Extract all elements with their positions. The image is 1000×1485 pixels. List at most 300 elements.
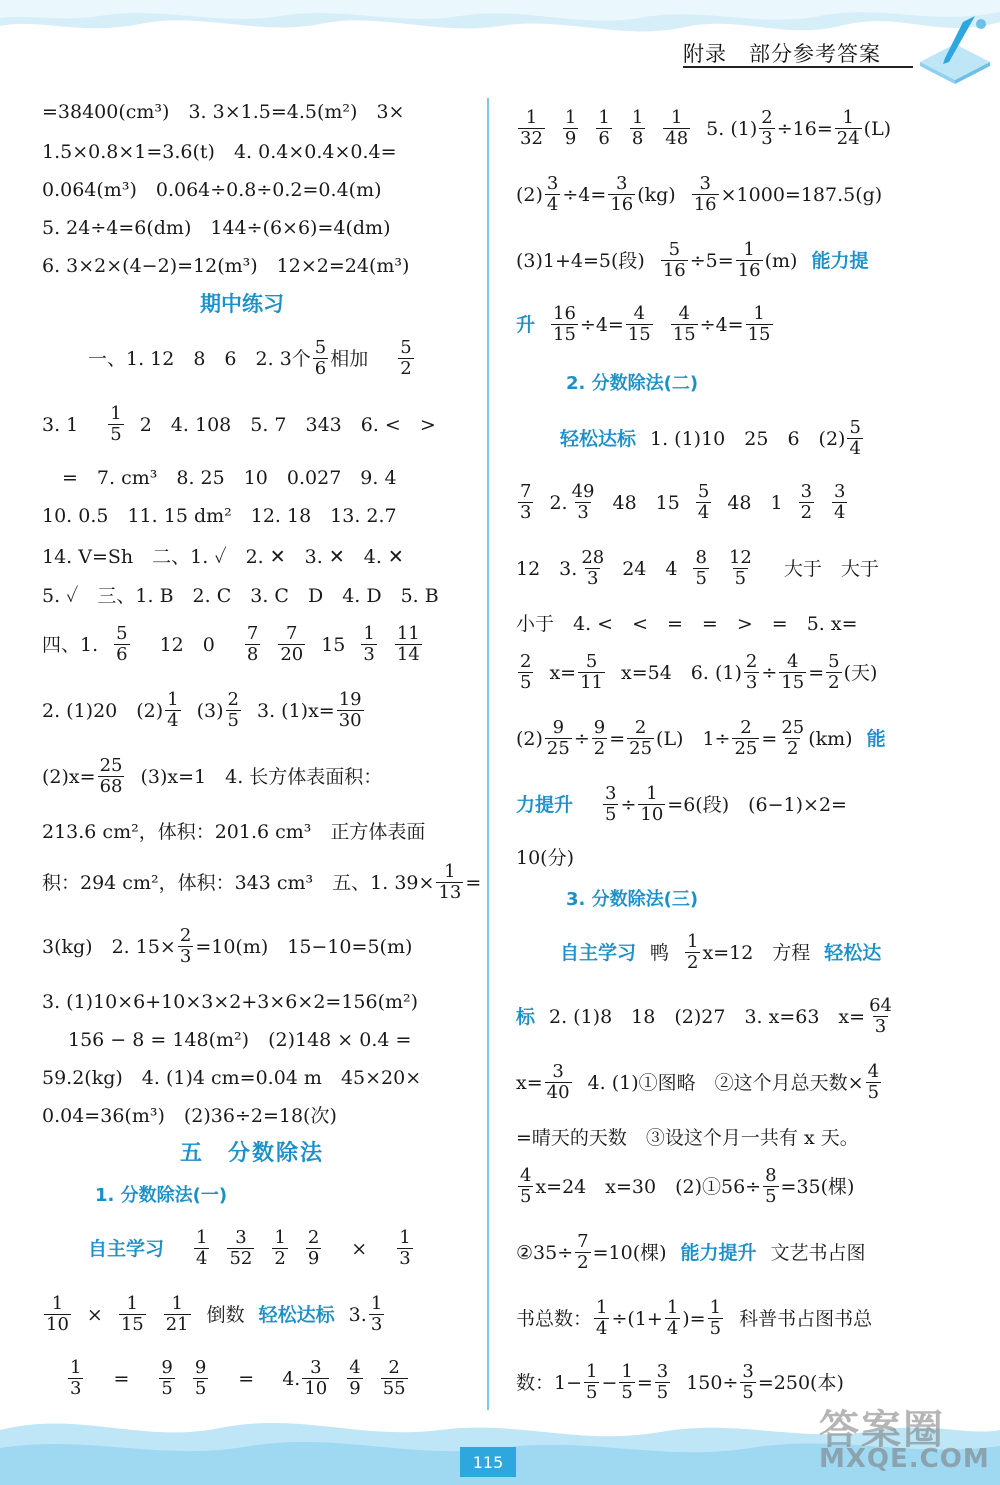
denominator: 6 [314,358,327,379]
line-text: 15 [321,633,346,656]
fraction [518,108,545,149]
fraction [779,652,806,693]
text-line [42,404,436,445]
text-line [516,1166,854,1207]
fraction [361,624,376,665]
line-text: 四、1. [42,633,99,656]
label-ability-up: 升 [516,313,536,336]
denominator: 2 [787,738,799,759]
numerator: 1 [196,1227,208,1248]
line-text: (3)1+4=5(段) [516,249,645,272]
subsection-title: 1. 分数除法(一) [95,1185,228,1206]
line-text: ÷4= [562,183,607,206]
text-line [42,926,412,967]
numerator: 3 [742,1361,754,1382]
denominator: 3 [874,1016,887,1037]
denominator: 5 [161,1378,173,1399]
fraction [826,652,841,693]
line-text: 4. [282,1367,301,1390]
line-text: ÷4= [579,313,624,336]
fraction [545,718,572,759]
text-line [42,624,424,665]
fraction [226,690,241,731]
numerator: 7 [246,623,259,644]
fraction [596,108,611,149]
line-text: 1.5×0.8×1=3.6(t) 4. 0.4×0.4×0.4= [42,141,397,163]
numerator: 2 [388,1357,400,1378]
text-line [516,846,574,870]
denominator: 10 [304,1378,328,1399]
line-text: 156 − 8 = 148(m²) (2)148 × 0.4 = [68,1029,412,1051]
numerator: 1 [51,1293,64,1314]
denominator: 2 [687,952,699,973]
fraction [178,926,193,967]
line-text: (2) [516,183,543,206]
numerator: 9 [161,1357,173,1378]
numerator: 1 [370,1293,383,1314]
line-text: 鸭 [650,941,670,964]
text-line [42,584,439,608]
line-text: 3. (1)x= [257,699,335,722]
denominator: 2 [593,738,606,759]
fraction [727,548,754,589]
fraction [663,108,690,149]
numerator: 3 [235,1227,247,1248]
text-line [42,690,366,731]
line-text: 倒数 [206,1303,245,1326]
text-line [516,1062,883,1103]
fraction [159,1358,174,1399]
line-text: (L) [863,117,892,140]
line-text: (L) 1÷ [656,727,731,750]
numerator: 1 [564,107,577,128]
line-text: = [808,661,825,684]
text-line [88,338,416,379]
text-line [42,1104,337,1128]
numerator: 2 [307,1227,320,1248]
text-line [516,784,847,825]
numerator: 3 [656,1361,669,1382]
numerator: 3 [310,1357,322,1378]
denominator: 3 [370,1314,383,1335]
fraction [736,240,763,281]
denominator: 5 [709,1318,722,1339]
line-text: = [238,1367,255,1390]
fraction [227,1228,254,1269]
line-text: =35(棵) [780,1175,855,1198]
line-text: 12 3. [516,557,578,580]
denominator: 9 [307,1248,320,1269]
line-text: 大于 大于 [783,557,879,580]
numerator: 1 [525,107,538,128]
label-easy-standard: 标 [516,1005,536,1028]
line-text: =10(m) 15−10=5(m) [195,935,413,958]
text-line [516,304,775,345]
numerator: 5 [400,337,412,358]
numerator: 2 [761,107,773,128]
text-line [66,1358,410,1399]
fraction [708,1298,723,1339]
fraction [603,784,618,825]
text-line [42,862,481,903]
denominator: 5 [227,710,239,731]
numerator: 1 [363,623,375,644]
denominator: 2 [577,1252,589,1273]
denominator: 6 [598,128,610,149]
fraction [381,1358,408,1399]
numerator: 2 [227,689,239,710]
text-line [516,1362,844,1403]
text-line [42,545,404,569]
line-text: (3) [196,699,224,722]
line-text: 10(分) [516,847,575,869]
denominator: 55 [382,1378,406,1399]
denominator: 6 [116,644,128,665]
line-text: 3. [348,1303,367,1326]
text-line [42,254,409,278]
fraction [630,108,645,149]
text-line [88,1228,415,1269]
denominator: 15 [627,324,651,345]
watermark-url: MXQE.COM [819,1444,990,1474]
line-text: = [465,871,482,894]
fraction [592,718,607,759]
fraction [867,996,894,1037]
numerator: 3 [616,173,628,194]
text-line [42,820,425,844]
text-line [42,990,418,1014]
numerator: 1 [274,1227,286,1248]
numerator: 1 [444,861,456,882]
line-text: (3)x=1 4. 长方体表面积： [140,765,383,788]
text-line [560,932,881,973]
denominator: 13 [438,882,462,903]
fraction [638,784,665,825]
fraction [619,1362,634,1403]
fraction [518,482,533,523]
fraction [114,624,129,665]
line-text: 小于 4. < < = = > = 5. x= [516,613,858,635]
denominator: 11 [580,672,603,693]
numerator: 3 [552,1061,564,1082]
denominator: 68 [99,776,123,797]
numerator: 5 [668,239,681,260]
line-text: 3. (1)10×6+10×3×2+3×6×2=156(m²) [42,991,419,1013]
text-line [42,216,391,240]
denominator: 3 [70,1378,82,1399]
numerator: 1 [110,403,122,424]
denominator: 3 [399,1248,411,1269]
denominator: 24 [836,128,860,149]
line-text: ÷(1+ [611,1307,663,1330]
text-line [42,1294,386,1335]
line-text: 59.2(kg) 4. (1)4 cm=0.04 m 45×20× [42,1067,422,1089]
line-text: =250(本) [757,1371,844,1394]
denominator: 5 [194,1378,207,1399]
numerator: 1 [646,783,658,804]
numerator: 1 [70,1357,82,1378]
fraction [518,652,533,693]
text-line [516,718,886,759]
denominator: 5 [742,1382,754,1403]
fraction [693,548,708,589]
denominator: 25 [734,738,758,759]
text-line [42,178,382,202]
denominator: 8 [631,128,644,149]
label-self-study: 自主学习 [88,1237,165,1260]
fraction [594,1298,609,1339]
fraction [278,624,305,665]
label-ability-up: 能力提 [811,249,869,272]
line-text: 14. V=Sh 二、1. ✓ 2. ✕ 3. ✕ 4. ✕ [42,546,404,568]
line-text: 48 15 [612,491,680,514]
watermark-text: 答案圈 [819,1407,945,1453]
numerator: 25 [781,717,805,738]
text-line [516,240,868,281]
denominator: 4 [546,194,559,215]
text-line [516,612,858,636]
fraction [847,418,862,459]
line-text: 2. [549,491,568,514]
denominator: 5 [520,672,532,693]
line-text: = [761,727,778,750]
fraction [744,652,759,693]
line-text: 2. (1)8 18 (2)27 3. x=63 x= [549,1005,866,1028]
denominator: 4 [666,1318,679,1339]
numerator: 1 [670,107,683,128]
line-text: =6(段) (6−1)×2= [667,793,847,816]
unit-title: 五 分数除法 [180,1141,325,1166]
watermark-logo [805,1398,995,1480]
fraction [799,482,814,523]
line-text: 数：1− [516,1371,583,1394]
denominator: 5 [656,1382,669,1403]
line-text: 0.064(m³) 0.064÷0.8÷0.2=0.4(m) [42,179,382,201]
numerator: 4 [787,651,799,672]
denominator: 3 [363,644,375,665]
line-text: (km) [808,727,853,750]
fraction [545,174,560,215]
line-text: 5. (1) [706,117,758,140]
fraction [746,304,773,345]
header-title: 附录 部分参考答案 [683,42,881,66]
fraction [759,108,774,149]
line-text: = [113,1367,130,1390]
line-text: 5. 24÷4=6(dm) 144÷(6×6)=4(dm) [42,217,391,239]
fraction [575,1232,590,1273]
fraction [194,1228,209,1269]
fraction [627,718,654,759]
text-line [42,140,397,164]
line-text: 2. (1)20 (2) [42,699,164,722]
text-line [516,1232,866,1273]
line-text: (kg) [637,183,676,206]
denominator: 3 [745,672,758,693]
fraction [398,338,413,379]
numerator: 3 [834,481,846,502]
fraction [740,1362,755,1403]
denominator: 3 [587,568,599,589]
fraction [306,1228,321,1269]
column-divider [487,98,489,1410]
line-text: 相加 [330,347,369,370]
line-text: 一、1. 12 8 6 2. 3个 [88,347,311,370]
line-text: ÷ [620,793,637,816]
denominator: 25 [546,738,570,759]
line-text: 3(kg) 2. 15× [42,935,176,958]
denominator: 21 [165,1314,189,1335]
label-easy-standard: 轻松达标 [560,427,637,450]
line-text: 4. (1)①图略 ②这个月总天数× [587,1071,864,1094]
line-text: 24 4 [622,557,678,580]
fraction [578,652,605,693]
denominator: 10 [46,1314,69,1335]
numerator: 1 [631,107,644,128]
numerator: 4 [678,303,690,324]
line-text: 10. 0.5 11. 15 dm² 12. 18 13. 2.7 [42,505,397,527]
fraction [626,304,653,345]
denominator: 4 [596,1318,608,1339]
numerator: 2 [179,925,192,946]
fraction [272,1228,287,1269]
numerator: 1 [666,1297,679,1318]
line-text: − [601,1371,618,1394]
fraction [518,1166,533,1207]
fraction [44,1294,71,1335]
denominator: 20 [280,644,304,665]
text-line [516,996,896,1037]
denominator: 5 [586,1382,598,1403]
numerator: 4 [349,1357,361,1378]
denominator: 4 [834,502,846,523]
fraction [98,756,125,797]
line-text: (2) [516,727,543,750]
numerator: 5 [314,337,327,358]
denominator: 5 [867,1082,880,1103]
numerator: 1 [586,1361,598,1382]
fraction [779,718,806,759]
line-text: =10(棵) [592,1241,667,1264]
fraction [302,1358,329,1399]
numerator: 8 [765,1165,777,1186]
line-text: ÷5= [689,249,734,272]
fraction [696,482,711,523]
fraction [563,108,578,149]
denominator: 5 [734,568,747,589]
numerator: 2 [740,717,752,738]
text-line [516,174,882,215]
denominator: 15 [747,324,771,345]
numerator: 28 [581,547,605,568]
numerator: 7 [577,1231,589,1252]
numerator: 3 [605,783,617,804]
numerator: 9 [194,1357,207,1378]
numerator: 3 [546,173,559,194]
denominator: 5 [520,1186,532,1207]
denominator: 10 [640,804,664,825]
numerator: 5 [116,623,128,644]
numerator: 5 [849,417,861,438]
numerator: 1 [842,107,854,128]
text-line [516,108,891,149]
fraction [68,1358,83,1399]
text-line [516,482,849,523]
line-text: 1. (1)10 25 6 (2) [650,427,846,450]
denominator: 14 [396,644,420,665]
text-line [516,548,879,589]
line-text: 5. ✓ 三、1. B 2. C 3. C D 4. D 5. B [42,585,439,607]
line-text: ÷16= [776,117,833,140]
denominator: 16 [662,260,686,281]
denominator: 40 [546,1082,570,1103]
denominator: 5 [765,1186,777,1207]
line-text: × [351,1237,368,1260]
fraction [832,482,847,523]
numerator: 8 [695,547,707,568]
denominator: 4 [849,438,861,459]
pen-book-icon [915,14,995,84]
numerator: 2 [745,651,758,672]
page-number: 115 [460,1447,516,1477]
numerator: 3 [699,173,711,194]
numerator: 19 [338,689,362,710]
numerator: 1 [753,303,765,324]
denominator: 15 [120,1314,144,1335]
fraction [579,548,606,589]
fraction [436,862,463,903]
line-text: 150÷ [686,1371,739,1394]
numerator: 2 [520,651,532,672]
line-text: = [636,1371,653,1394]
denominator: 16 [610,194,634,215]
line-text: 书总数： [516,1307,593,1330]
numerator: 12 [728,547,752,568]
text-line [68,1028,411,1052]
fraction [164,1294,191,1335]
denominator: 15 [672,324,696,345]
denominator: 32 [520,128,543,149]
line-text: × [86,1303,103,1326]
line-text: ÷ [573,727,590,750]
label-easy-standard: 轻松达标 [258,1303,335,1326]
numerator: 5 [585,651,598,672]
denominator: 9 [349,1378,361,1399]
line-text: x=54 6. (1) [621,661,742,684]
text-line [42,1066,421,1090]
line-text: 文艺书占图 [770,1241,866,1264]
line-text: x= [549,661,577,684]
numerator: 1 [171,1293,183,1314]
denominator: 2 [828,672,840,693]
numerator: 1 [596,1297,608,1318]
line-text: 3. 1 [42,413,79,436]
text-line [516,1298,872,1339]
numerator: 4 [633,303,646,324]
text-line [516,1126,859,1150]
section-title-midterm: 期中练习 [200,292,284,316]
numerator: 1 [126,1293,138,1314]
fraction [835,108,862,149]
denominator: 5 [621,1382,633,1403]
denominator: 5 [605,804,617,825]
denominator: 3 [520,502,532,523]
text-line [62,466,397,490]
label-ability-up: 能力提升 [680,1241,757,1264]
subsection-title: 3. 分数除法(三) [566,889,699,910]
denominator: 3 [179,946,192,967]
numerator: 5 [828,651,840,672]
fraction [692,174,719,215]
